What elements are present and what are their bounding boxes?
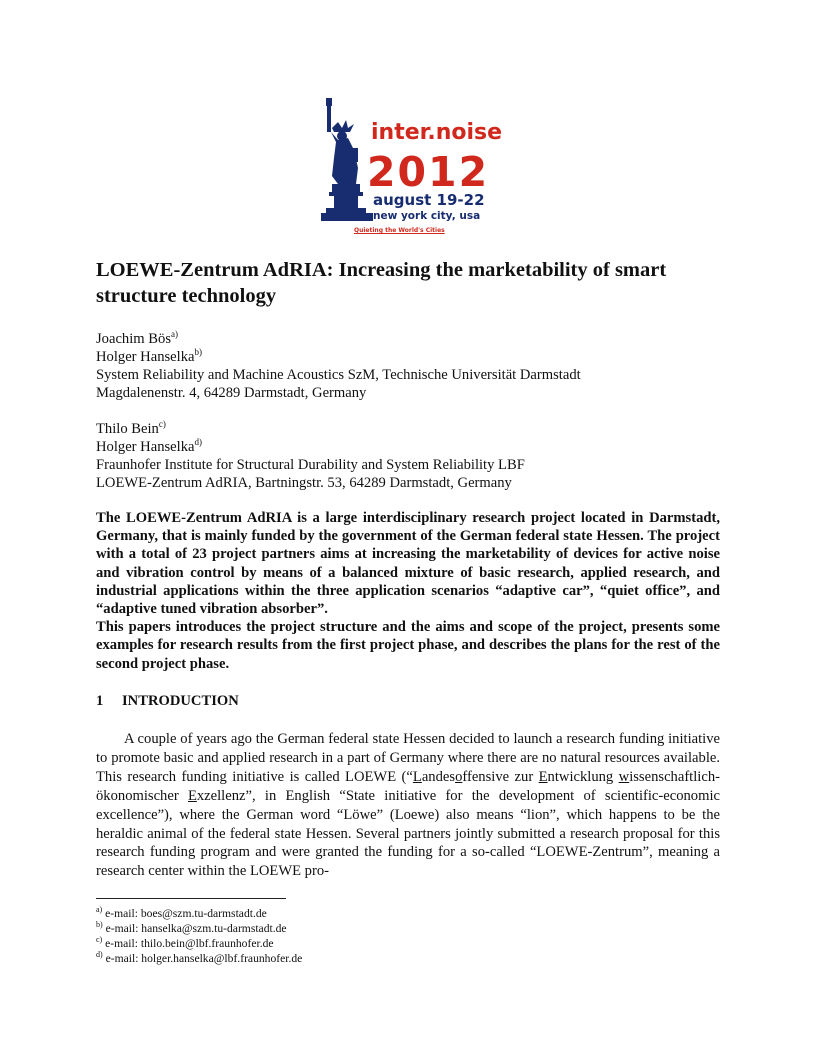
abstract-paragraph: The LOEWE-Zentrum AdRIA is a large interdisciplinary research project located in Darmstadt, Germany, that is mainly funded by the government of the German federal state Hessen. The project with a total of 23 project partners aims at increasing the marketability of devices for active noise and vibration control by means of a balanced mixture of basic research, applied research, and industrial applications within the three application scenarios “adaptive car”, “quiet office”, and “adaptive tuned vibration absorber”. xyxy=(96,510,720,618)
affiliation-line: Fraunhofer Institute for Structural Durability and System Reliability LBF xyxy=(96,457,525,473)
logo-year: 2012 xyxy=(367,148,490,196)
author-name-text: Joachim Bös xyxy=(96,331,171,347)
footnote xyxy=(96,922,287,936)
affiliation-line: Magdalenenstr. 4, 64289 Darmstadt, Germany xyxy=(96,385,367,401)
body-paragraph xyxy=(96,730,720,881)
author-footnote-mark: d) xyxy=(194,437,202,447)
footnote xyxy=(96,952,302,966)
author-name-text: Holger Hanselka xyxy=(96,439,195,455)
paper-title: LOEWE-Zentrum AdRIA: Increasing the marketability of smart structure technology xyxy=(96,259,667,307)
section-title: INTRODUCTION xyxy=(122,693,239,709)
body-text-run: xzellenz xyxy=(196,787,246,804)
body-text-run: issenschaftlich-ökonomischer xyxy=(96,768,720,804)
footnote-mark: b) xyxy=(96,920,103,929)
author-footnote-mark: a) xyxy=(171,329,178,339)
author-name-text: Holger Hanselka xyxy=(96,349,195,365)
underlined-letter: w xyxy=(618,768,630,785)
author-name xyxy=(96,330,178,348)
affiliation-line: LOEWE-Zentrum AdRIA, Bartningstr. 53, 64289 Darmstadt, Germany xyxy=(96,475,512,491)
body-text-run: ntwicklung xyxy=(547,768,619,785)
logo-tagline: Quieting the World's Cities xyxy=(354,227,445,234)
footnote-mark: a) xyxy=(96,905,103,914)
underlined-letter: E xyxy=(187,787,197,804)
section-number: 1 xyxy=(96,693,104,709)
abstract xyxy=(96,509,720,673)
author-footnote-mark: b) xyxy=(194,347,202,357)
footnote-text: e-mail: hanselka@szm.tu-darmstadt.de xyxy=(105,922,287,935)
author-name xyxy=(96,438,202,456)
body-text-run: andes xyxy=(421,768,456,785)
author-name xyxy=(96,348,202,366)
abstract-paragraph: This papers introduces the project structure and the aims and scope of the project, presents some examples for research results from the first project phase, and describes the plans for the rest of the second project phase. xyxy=(96,619,720,672)
section-heading xyxy=(96,692,239,710)
author-footnote-mark: c) xyxy=(158,419,166,429)
footnote xyxy=(96,937,274,951)
logo-name: inter.noise xyxy=(371,120,503,145)
body-text-run: ”, in English “State initiative for the development of scientific-economic excellence”), where the German word “Löwe” (Loewe) also means “lion”, which happens to be the heraldic animal of the federal state Hessen. Several partners jointly submitted a research proposal for this research funding program and were granted the funding for a so-called “LOEWE-Zentrum”, meaning a research center within the LOEWE pro- xyxy=(96,787,720,880)
footnote-mark: c) xyxy=(96,935,103,944)
underlined-letter: L xyxy=(412,768,422,785)
footnote-divider xyxy=(96,898,286,899)
author-name xyxy=(96,420,166,438)
footnote-text: e-mail: boes@szm.tu-darmstadt.de xyxy=(105,907,267,920)
affiliation-line: System Reliability and Machine Acoustics SzM, Technische Universität Darmstadt xyxy=(96,367,581,383)
footnote xyxy=(96,907,267,921)
logo-city: new york city, usa xyxy=(373,210,481,222)
author-name-text: Thilo Bein xyxy=(96,421,159,437)
logo-dates: august 19-22 xyxy=(373,191,485,209)
underlined-letter: E xyxy=(538,768,548,785)
footnote-mark: d) xyxy=(96,950,103,959)
footnote-text: e-mail: holger.hanselka@lbf.fraunhofer.de xyxy=(105,952,303,965)
underlined-letter: o xyxy=(455,768,463,785)
conference-logo xyxy=(318,98,503,240)
footnote-text: e-mail: thilo.bein@lbf.fraunhofer.de xyxy=(105,937,274,950)
body-text-run: ffensive zur xyxy=(462,768,539,785)
body-text-run: A couple of years ago the German federal state Hessen decided to launch a research funding initiative to promote basic and applied research in a part of Germany where there are no natural resources available. This research funding initiative is called LOEWE (“ xyxy=(96,731,720,785)
